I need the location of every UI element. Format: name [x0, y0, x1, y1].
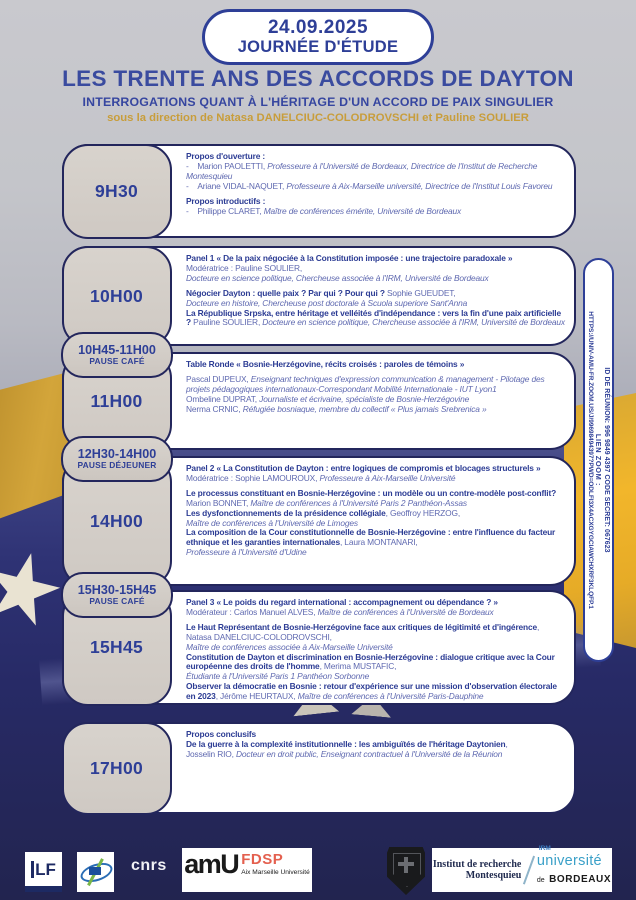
amu-caption: Aix Marseille Université: [241, 868, 310, 876]
session-content: Propos conclusifs De la guerre à la complexité institutionnelle : les ambiguïtés de l'héritage Daytonien, Josselin RIO, Docteur en droit public, Enseignant contractuel à l'Université de la Réunion: [186, 729, 508, 759]
crest-detail: [398, 862, 414, 866]
session-content: Panel 3 « Le poids du regard international : accompagnement ou dépendance ? » Modérateur : Carlos Manuel ALVES, Maître de conférences à l'Université de Bordeaux Le Haut Représentant de Bosnie-Herzégovine face aux critiques de légitimité et d'ingérence, Natasa DANELCIUC-COLODROVSCHI, Maître de conférences associée à Aix-Marseille Université Constitution de Dayton et discrimination en Bosnie-Herzégovine : dialogue critique avec la Cour européenne des droits de l'homme, Merima MUSTAFIC, Étudiante à l'Université Paris 1 Panthéon Sorbonne Observer la démocratie en Bosnie : retour d'expérience sur une mission d'observation électorale en 2023, Jérôme HEURTAUX, Maître de conférences à l'Université Paris-Dauphine: [186, 597, 560, 702]
ilf-logo-mark: LF: [31, 861, 56, 878]
time-pill: [62, 722, 172, 815]
time-label: 9H30: [94, 180, 139, 201]
pause-range: 12H30-14H00: [77, 446, 157, 461]
fdsp-wordmark: FDSP: [241, 851, 284, 868]
time-label: 15H45: [89, 637, 144, 657]
time-label: 17H00: [89, 757, 144, 778]
direction-credit: sous la direction de Natasa DANELCIUC-COLODROVSCHI et Pauline SOULIER: [107, 112, 529, 124]
partner-logos-row: [0, 845, 636, 900]
zoom-link-banner: [583, 258, 614, 662]
amu-wordmark: amU: [184, 849, 239, 879]
dice-logo: [77, 852, 114, 892]
event-date: 24.09.2025: [267, 17, 369, 39]
university-crest-icon: [387, 847, 425, 895]
dice-core-mark: [89, 867, 101, 875]
bordeaux-university-wordmark: université: [536, 853, 602, 870]
time-label: 11H00: [90, 390, 143, 411]
zoom-link-url: HTTPS://UNIV-AMU-FR.ZOOM.US/J/99698494397?PWD=ODLFI3X4ACXGYGCIAWCHXRF3KLQFP.1: [587, 311, 594, 609]
pause-label: PAUSE CAFÉ: [89, 356, 145, 367]
session-row-10h00: [62, 246, 576, 346]
irm-slash-divider: [523, 856, 535, 885]
irm-tag: IRM: [538, 845, 551, 853]
zoom-link-heading: LIEN ZOOM :: [594, 433, 603, 487]
irm-institute-line2: Montesquieu: [465, 870, 522, 881]
pause-label: PAUSE DÉJEUNER: [77, 460, 157, 471]
irm-bordeaux-logo: [432, 845, 612, 892]
pause-range: 10H45-11H00: [78, 342, 156, 357]
session-content: Panel 1 « De la paix négociée à la Constitution imposée : une trajectoire paradoxale » Modératrice : Pauline SOULIER, Docteure en science politique, Chercheuse associée à l'IRM, Université de Bordeaux Négocier Dayton : quelle paix ? Par qui ? Pour qui ? Sophie GUEUDET, Docteure en histoire, Chercheuse post doctorale à Scuola superiore Sant'Anna La République Srpska, entre héritage et velléités d'indépendance : vers la fin d'une paix artificielle ? Pauline SOULIER, Docteure en science politique, Chercheuse associée à l'IRM, Université de Bordeaux: [186, 253, 565, 328]
session-content: Panel 2 « La Constitution de Dayton : entre logiques de compromis et blocages structurels » Modératrice : Sophie LAMOUROUX, Professeure à Aix-Marseille Université Le processus constituant en Bosnie-Herzégovine : un modèle ou un contre-modèle post-conflit? Marion BONNET, Maître de conférences à l'Université Paris 2 Panthéon-Assas Les dysfonctionnements de la présidence collégiale, Geoffroy HERZOG, Maître de conférences à l'Université de Limoges La composition de la Cour constitutionnelle de Bosnie-Herzégovine : entre l'influence du facteur ethnique et les garanties internationales, Laura MONTANARI, Professeure à l'Université d'Udine: [186, 463, 559, 558]
zoom-meeting-id: ID DE RÉUNION: 996 9849 4397 CODE SECRET: 067623: [603, 367, 610, 553]
ilf-logo: [25, 852, 62, 886]
irm-institute-line1: Institut de recherche: [432, 858, 522, 870]
time-label: 14H00: [89, 510, 144, 531]
amu-fdsp-logo: [182, 848, 312, 892]
zoom-link-rotated-text: [585, 260, 612, 660]
time-pill: [62, 144, 172, 239]
pause-badge-dejeuner: [61, 436, 173, 482]
cnrs-logo: cnrs: [131, 857, 167, 874]
session-row-9h30: [62, 144, 576, 238]
page-title: LES TRENTE ANS DES ACCORDS DE DAYTON: [62, 66, 574, 91]
session-content: Table Ronde « Bosnie-Herzégovine, récits croisés : paroles de témoins » Pascal DUPEUX, Enseignant techniques d'expression communication & management - Pilotage des projets pédagogiques internationaux-Correspondant Mobilité Internationale - IUT Lyon1 Ombeline DUPRAT, Journaliste et écrivaine, spécialiste de Bosnie-Herzégovine Nerma CRNIC, Réfugiée bosniaque, membre du collectif « Plus jamais Srebrenica »: [186, 359, 547, 414]
ilf-logo-caption-bar: [25, 886, 62, 892]
page-subtitle: INTERROGATIONS QUANT À L'HÉRITAGE D'UN ACCORD DE PAIX SINGULIER: [82, 95, 554, 109]
pause-range: 15H30-15H45: [77, 582, 157, 597]
date-badge: [202, 9, 434, 65]
bordeaux-city-wordmark: BORDEAUX: [549, 873, 612, 885]
bordeaux-de: de: [536, 876, 545, 884]
session-content: Propos d'ouverture : - Marion PAOLETTI, Professeure à l'Université de Bordeaux, Directrice de l'Institut de Recherche Montesquieu - Ariane VIDAL-NAQUET, Professeure à Aix-Marseille université, Directrice de l'Institut Louis Favoreu Propos introductifs : - Philippe CLARET, Maître de conférences émérite, Université de Bordeaux: [186, 151, 553, 216]
pause-label: PAUSE CAFÉ: [89, 596, 145, 607]
pause-badge-cafe-2: [61, 572, 173, 618]
event-type: JOURNÉE D'ÉTUDE: [237, 38, 399, 57]
session-row-17h00: [62, 722, 576, 814]
pause-badge-cafe-1: [61, 332, 173, 378]
time-label: 10H00: [89, 285, 144, 306]
